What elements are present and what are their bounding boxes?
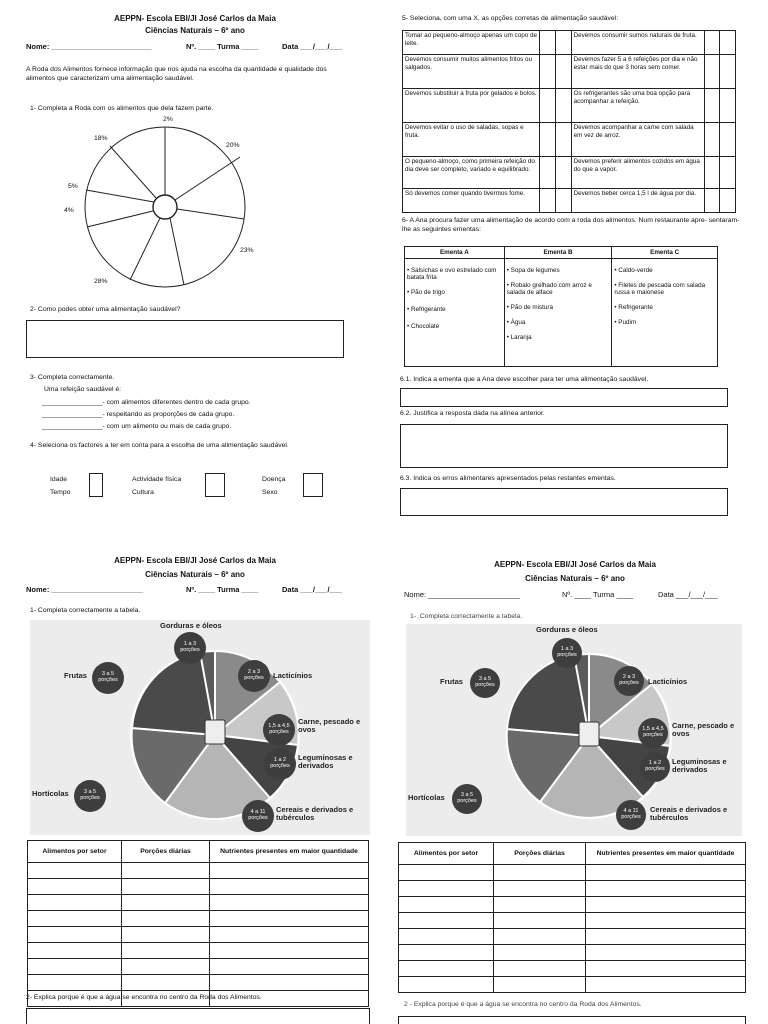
table-cell[interactable] (494, 929, 586, 945)
menu-item: • Salsichas e ovo estrelado com batata frita (407, 267, 497, 281)
col-header: Alimentos por setor (28, 841, 122, 863)
table-cell[interactable] (586, 945, 746, 961)
badge-legumes: 1 a 2 porções (640, 752, 670, 782)
table-cell[interactable] (122, 975, 210, 991)
table-cell[interactable] (210, 895, 369, 911)
question-1: 1- Completa a Roda com os alimentos que dela fazem parte. (30, 105, 214, 112)
fill-line-3[interactable]: ________________- com um alimento ou mais de cada grupo. (42, 423, 232, 430)
table-cell[interactable] (494, 961, 586, 977)
question-3-sub: Uma refeição saudável é: (44, 386, 122, 393)
fill-line-2[interactable]: ________________- respeitando as proporções de cada grupo. (42, 411, 235, 418)
menu-item: • Caldo-verde (614, 267, 653, 274)
number-class-field[interactable]: Nº. ____ Turma ____ (186, 42, 259, 51)
table-cell[interactable] (28, 959, 122, 975)
menu-c-items (612, 259, 718, 367)
table-cell[interactable] (28, 911, 122, 927)
table-cell[interactable] (399, 913, 494, 929)
check-cell[interactable] (704, 123, 720, 157)
question-6-2: 6.2. Justifica a resposta dada na alínea anterior. (400, 410, 545, 417)
pie-label-4: 4% (64, 207, 74, 214)
question-2: 2 - Explica porque é que a água se encontra no centro da Roda dos Alimentos. (404, 1001, 642, 1008)
fill-line-1[interactable]: ________________- com alimentos diferentes dentro de cada grupo. (42, 399, 251, 406)
answer-box-2[interactable] (398, 1016, 746, 1024)
check-cell[interactable] (540, 189, 556, 213)
badge-fruits: 3 a 5 porções (470, 668, 500, 698)
subject-title: Ciências Naturais – 6º ano (145, 26, 245, 35)
options-row (403, 189, 736, 213)
question-6-3: 6.3. Indica os erros alimentares apresentados pelas restantes ementas. (400, 475, 616, 482)
check-cell[interactable] (555, 55, 571, 89)
table-cell[interactable] (28, 863, 122, 879)
badge-dairy: 2 a 3 porções (614, 666, 644, 696)
option-tempo: Tempo (50, 489, 71, 496)
table-cell[interactable] (494, 897, 586, 913)
table-row (28, 879, 369, 895)
pie-label-5: 5% (68, 183, 78, 190)
label-vegetables: Hortícolas (32, 789, 69, 798)
school-title: AEPPN- Escola EBI/JI José Carlos da Maia (114, 556, 276, 565)
options-row (403, 123, 736, 157)
table-cell[interactable] (586, 929, 746, 945)
options-row (403, 157, 736, 189)
pie-label-28: 28% (94, 278, 108, 285)
menu-item: • Chocolate (407, 323, 440, 330)
badge-legumes: 1 a 2 porções (264, 748, 296, 780)
table-cell[interactable] (122, 927, 210, 943)
badge-meat: 1,5 a 4,5 porções (263, 714, 295, 746)
table-row (28, 863, 369, 879)
option-cell: Devemos substituir a fruta por gelados e bolos. (403, 89, 540, 123)
checkbox-actividade-cultura[interactable] (205, 473, 225, 497)
table-cell[interactable] (28, 927, 122, 943)
options-row (403, 89, 736, 123)
menu-b-title: Ementa B (504, 247, 612, 259)
menu-item: • Pão de trigo (407, 289, 445, 296)
table-cell[interactable] (494, 913, 586, 929)
table-cell[interactable] (494, 977, 586, 993)
check-cell[interactable] (555, 157, 571, 189)
table-cell[interactable] (586, 881, 746, 897)
food-pie-chart (60, 112, 280, 302)
label-meat: Carne, pescado e ovos (298, 717, 361, 735)
col-header: Nutrientes presentes em maior quantidade (210, 841, 369, 863)
question-6-1: 6.1. Indica a ementa que a Ana deve escolher para ter uma alimentação saudável. (400, 376, 649, 383)
label-fats: Gorduras e óleos (160, 621, 222, 630)
table-row (399, 945, 746, 961)
table-cell[interactable] (28, 975, 122, 991)
label-vegetables: Hortícolas (408, 793, 445, 802)
question-2: 2- Como podes obter uma alimentação saudável? (30, 306, 181, 313)
label-fats: Gorduras e óleos (536, 625, 598, 634)
menu-item: • Pão de mistura (506, 304, 554, 311)
menu-b-items (504, 259, 612, 367)
school-title: AEPPN- Escola EBI/JI José Carlos da Maia (494, 560, 656, 569)
check-cell[interactable] (555, 89, 571, 123)
menu-item: • Robalo grelhado com arroz e salada de alface (506, 282, 592, 296)
table-row (399, 865, 746, 881)
table-row (399, 881, 746, 897)
name-field[interactable]: Nome: ________________________ (26, 42, 152, 51)
badge-cereals: 4 a 11 porções (242, 800, 274, 832)
check-cell[interactable] (704, 157, 720, 189)
check-cell[interactable] (540, 31, 556, 55)
check-cell[interactable] (720, 123, 736, 157)
subject-title: Ciências Naturais – 6º ano (525, 574, 625, 583)
question-2: 2- Explica porque é que a água se encontra no centro da Roda dos Alimentos. (26, 994, 262, 1001)
menu-item: • Pudim (614, 319, 637, 326)
food-table (27, 840, 369, 1007)
check-cell[interactable] (540, 157, 556, 189)
table-cell[interactable] (122, 959, 210, 975)
badge-dairy: 2 a 3 porções (238, 660, 270, 692)
label-legumes: Leguminosas e derivados (672, 757, 727, 775)
table-row (28, 927, 369, 943)
pie-label-23: 23% (240, 247, 254, 254)
check-cell[interactable] (720, 55, 736, 89)
question-1: 1- .Completa correctamente a tabela. (410, 613, 523, 620)
check-cell[interactable] (704, 31, 720, 55)
table-row (399, 913, 746, 929)
table-cell[interactable] (122, 943, 210, 959)
option-cell: Devemos consumir sumos naturais de fruta. (571, 31, 704, 55)
label-dairy: Lacticínios (273, 671, 313, 680)
table-row (399, 897, 746, 913)
pie-label-2: 2% (163, 116, 173, 123)
table-cell[interactable] (122, 911, 210, 927)
check-cell[interactable] (555, 31, 571, 55)
check-cell[interactable] (720, 189, 736, 213)
name-field[interactable]: Nome: ______________________ (26, 585, 144, 594)
table-row (28, 959, 369, 975)
option-cell: O pequeno-almoço, como primeira refeição do dia deve ser completo, variado e equilibrado. (403, 157, 540, 189)
table-cell[interactable] (210, 863, 369, 879)
table-row (399, 929, 746, 945)
table-cell[interactable] (122, 879, 210, 895)
menu-item: • Refrigerante (614, 304, 653, 311)
table-row (28, 911, 369, 927)
pie-label-20: 20% (226, 142, 240, 149)
badge-fruits: 3 a 5 porções (92, 662, 124, 694)
table-cell[interactable] (28, 879, 122, 895)
table-cell[interactable] (399, 865, 494, 881)
date-field[interactable]: Data ___/___/___ (282, 585, 343, 594)
answer-box-2[interactable] (26, 1008, 370, 1024)
options-table (402, 30, 736, 213)
label-fruits: Frutas (64, 671, 87, 680)
check-cell[interactable] (704, 55, 720, 89)
check-cell[interactable] (720, 31, 736, 55)
table-cell[interactable] (210, 911, 369, 927)
badge-fats: 1 a 3 porções (552, 638, 582, 668)
label-dairy: Lacticínios (648, 677, 688, 686)
question-4: 4- Seleciona os factores a ter em conta para a escolha de uma alimentação saudável. (30, 442, 289, 449)
checkbox-idade-tempo[interactable] (89, 473, 103, 497)
pie-label-18: 18% (94, 135, 108, 142)
table-cell[interactable] (399, 929, 494, 945)
check-cell[interactable] (720, 89, 736, 123)
answer-box-6-1[interactable] (400, 388, 728, 407)
date-field[interactable]: Data ___/___/___ (658, 590, 718, 599)
table-cell[interactable] (28, 895, 122, 911)
menu-a-title: Ementa A (405, 247, 505, 259)
option-cell: Devemos evitar o uso de saladas, sopas e fruta. (403, 123, 540, 157)
badge-cereals: 4 a 11 porções (616, 800, 646, 830)
table-cell[interactable] (122, 863, 210, 879)
table-cell[interactable] (210, 959, 369, 975)
table-cell[interactable] (399, 961, 494, 977)
name-field[interactable]: Nome: ______________________ (404, 590, 520, 599)
label-cereals: Cereais e derivados e tubérculos (650, 805, 728, 823)
col-header: Nutrientes presentes em maior quantidade (586, 843, 746, 865)
food-table (398, 842, 746, 993)
col-header: Porções diárias (122, 841, 210, 863)
question-3: 3- Completa correctamente. (30, 374, 115, 381)
option-cell: Os refrigerantes são uma boa opção para acompanhar a refeição. (571, 89, 704, 123)
table-cell[interactable] (210, 879, 369, 895)
table-cell[interactable] (28, 943, 122, 959)
check-cell[interactable] (540, 123, 556, 157)
option-cell: Devemos acompanhar a carne com salada em vez de arroz. (571, 123, 704, 157)
menu-a-items (405, 259, 505, 367)
table-cell[interactable] (399, 897, 494, 913)
option-cell: Devemos fazer 5 a 6 refeições por dia e não estar mais do que 3 horas sem comer. (571, 55, 704, 89)
menus-table (404, 246, 718, 367)
question-6: 6- A Ana procura fazer uma alimentação de acordo com a roda dos alimentos. Num restaurante apre- sentaram-lhe as seguintes ementas: (402, 217, 740, 234)
col-header: Alimentos por setor (399, 843, 494, 865)
menu-item: • Laranja (506, 334, 532, 341)
menu-item: • Refrigerante (407, 306, 446, 313)
subject-title: Ciências Naturais – 6º ano (145, 570, 245, 579)
option-cultura: Cultura (132, 489, 154, 496)
col-header: Porções diárias (494, 843, 586, 865)
question-1: 1- Completa correctamente a tabela. (30, 607, 141, 614)
table-row (399, 961, 746, 977)
table-cell[interactable] (586, 977, 746, 993)
option-sexo: Sexo (262, 489, 278, 496)
intro-text: A Roda dos Alimentos fornece informação que nos ajuda na escolha da quantidade e qualidade dos alimentos que caracterizam uma alimentação saudável. (26, 66, 327, 83)
menu-item: • Filetes de pescada com salada russa e maionese (614, 282, 706, 296)
label-fruits: Frutas (440, 677, 463, 686)
option-cell: Só devemos comer quando tivermos fome. (403, 189, 540, 213)
table-cell[interactable] (494, 945, 586, 961)
label-legumes: Leguminosas e derivados (298, 753, 353, 771)
question-5: 5- Seleciona, com uma X, as opções corretas de alimentação saudável: (402, 15, 619, 22)
table-cell[interactable] (586, 913, 746, 929)
badge-meat: 1,5 a 4,5 porções (638, 718, 668, 748)
table-cell[interactable] (399, 977, 494, 993)
table-row (28, 895, 369, 911)
option-actividade: Actividade física (132, 476, 182, 483)
date-field[interactable]: Data ___/___/___ (282, 42, 343, 51)
table-row (28, 975, 369, 991)
check-cell[interactable] (720, 157, 736, 189)
check-cell[interactable] (555, 189, 571, 213)
check-cell[interactable] (540, 55, 556, 89)
checkbox-doenca-sexo[interactable] (303, 473, 323, 497)
option-cell: Devemos consumir muitos alimentos fritos ou salgados. (403, 55, 540, 89)
number-class-field[interactable]: Nº. ____ Turma ____ (562, 590, 634, 599)
table-cell[interactable] (122, 895, 210, 911)
option-cell: Tomar ao pequeno-almoço apenas um copo de leite. (403, 31, 540, 55)
table-cell[interactable] (586, 865, 746, 881)
check-cell[interactable] (704, 89, 720, 123)
table-cell[interactable] (399, 945, 494, 961)
option-cell: Devemos preferir alimentos cozidos em água do que a vapor. (571, 157, 704, 189)
school-title: AEPPN- Escola EBI/JI José Carlos da Maia (114, 14, 276, 23)
option-doenca: Doença (262, 476, 286, 483)
table-row (28, 943, 369, 959)
table-cell[interactable] (494, 881, 586, 897)
table-cell[interactable] (210, 927, 369, 943)
answer-box-6-3[interactable] (400, 488, 728, 516)
check-cell[interactable] (555, 123, 571, 157)
badge-fats: 1 a 3 porções (174, 632, 206, 664)
table-cell[interactable] (399, 881, 494, 897)
menu-item: • Água (506, 319, 526, 326)
table-cell[interactable] (210, 943, 369, 959)
menu-c-title: Ementa C (612, 247, 718, 259)
number-class-field[interactable]: Nº. ____ Turma ____ (186, 585, 259, 594)
options-row (403, 55, 736, 89)
table-cell[interactable] (586, 897, 746, 913)
options-row (403, 31, 736, 55)
option-idade: Idade (50, 476, 68, 483)
answer-box-2[interactable] (26, 320, 344, 358)
table-cell[interactable] (586, 961, 746, 977)
table-row (399, 977, 746, 993)
answer-box-6-2[interactable] (400, 424, 728, 468)
pie-center (153, 195, 177, 219)
badge-vegetables: 3 a 5 porções (74, 780, 106, 812)
badge-vegetables: 3 a 5 porções (452, 784, 482, 814)
table-cell[interactable] (210, 975, 369, 991)
table-cell[interactable] (494, 865, 586, 881)
check-cell[interactable] (540, 89, 556, 123)
check-cell[interactable] (704, 189, 720, 213)
label-cereals: Cereais e derivados e tubérculos (276, 805, 354, 823)
food-wheel-image (406, 624, 742, 836)
food-wheel-image (30, 620, 370, 835)
menu-item: • Sopa de legumes (506, 267, 560, 274)
option-cell: Devemos beber cerca 1,5 l de água por dia. (571, 189, 704, 213)
label-meat: Carne, pescado e ovos (672, 721, 735, 739)
